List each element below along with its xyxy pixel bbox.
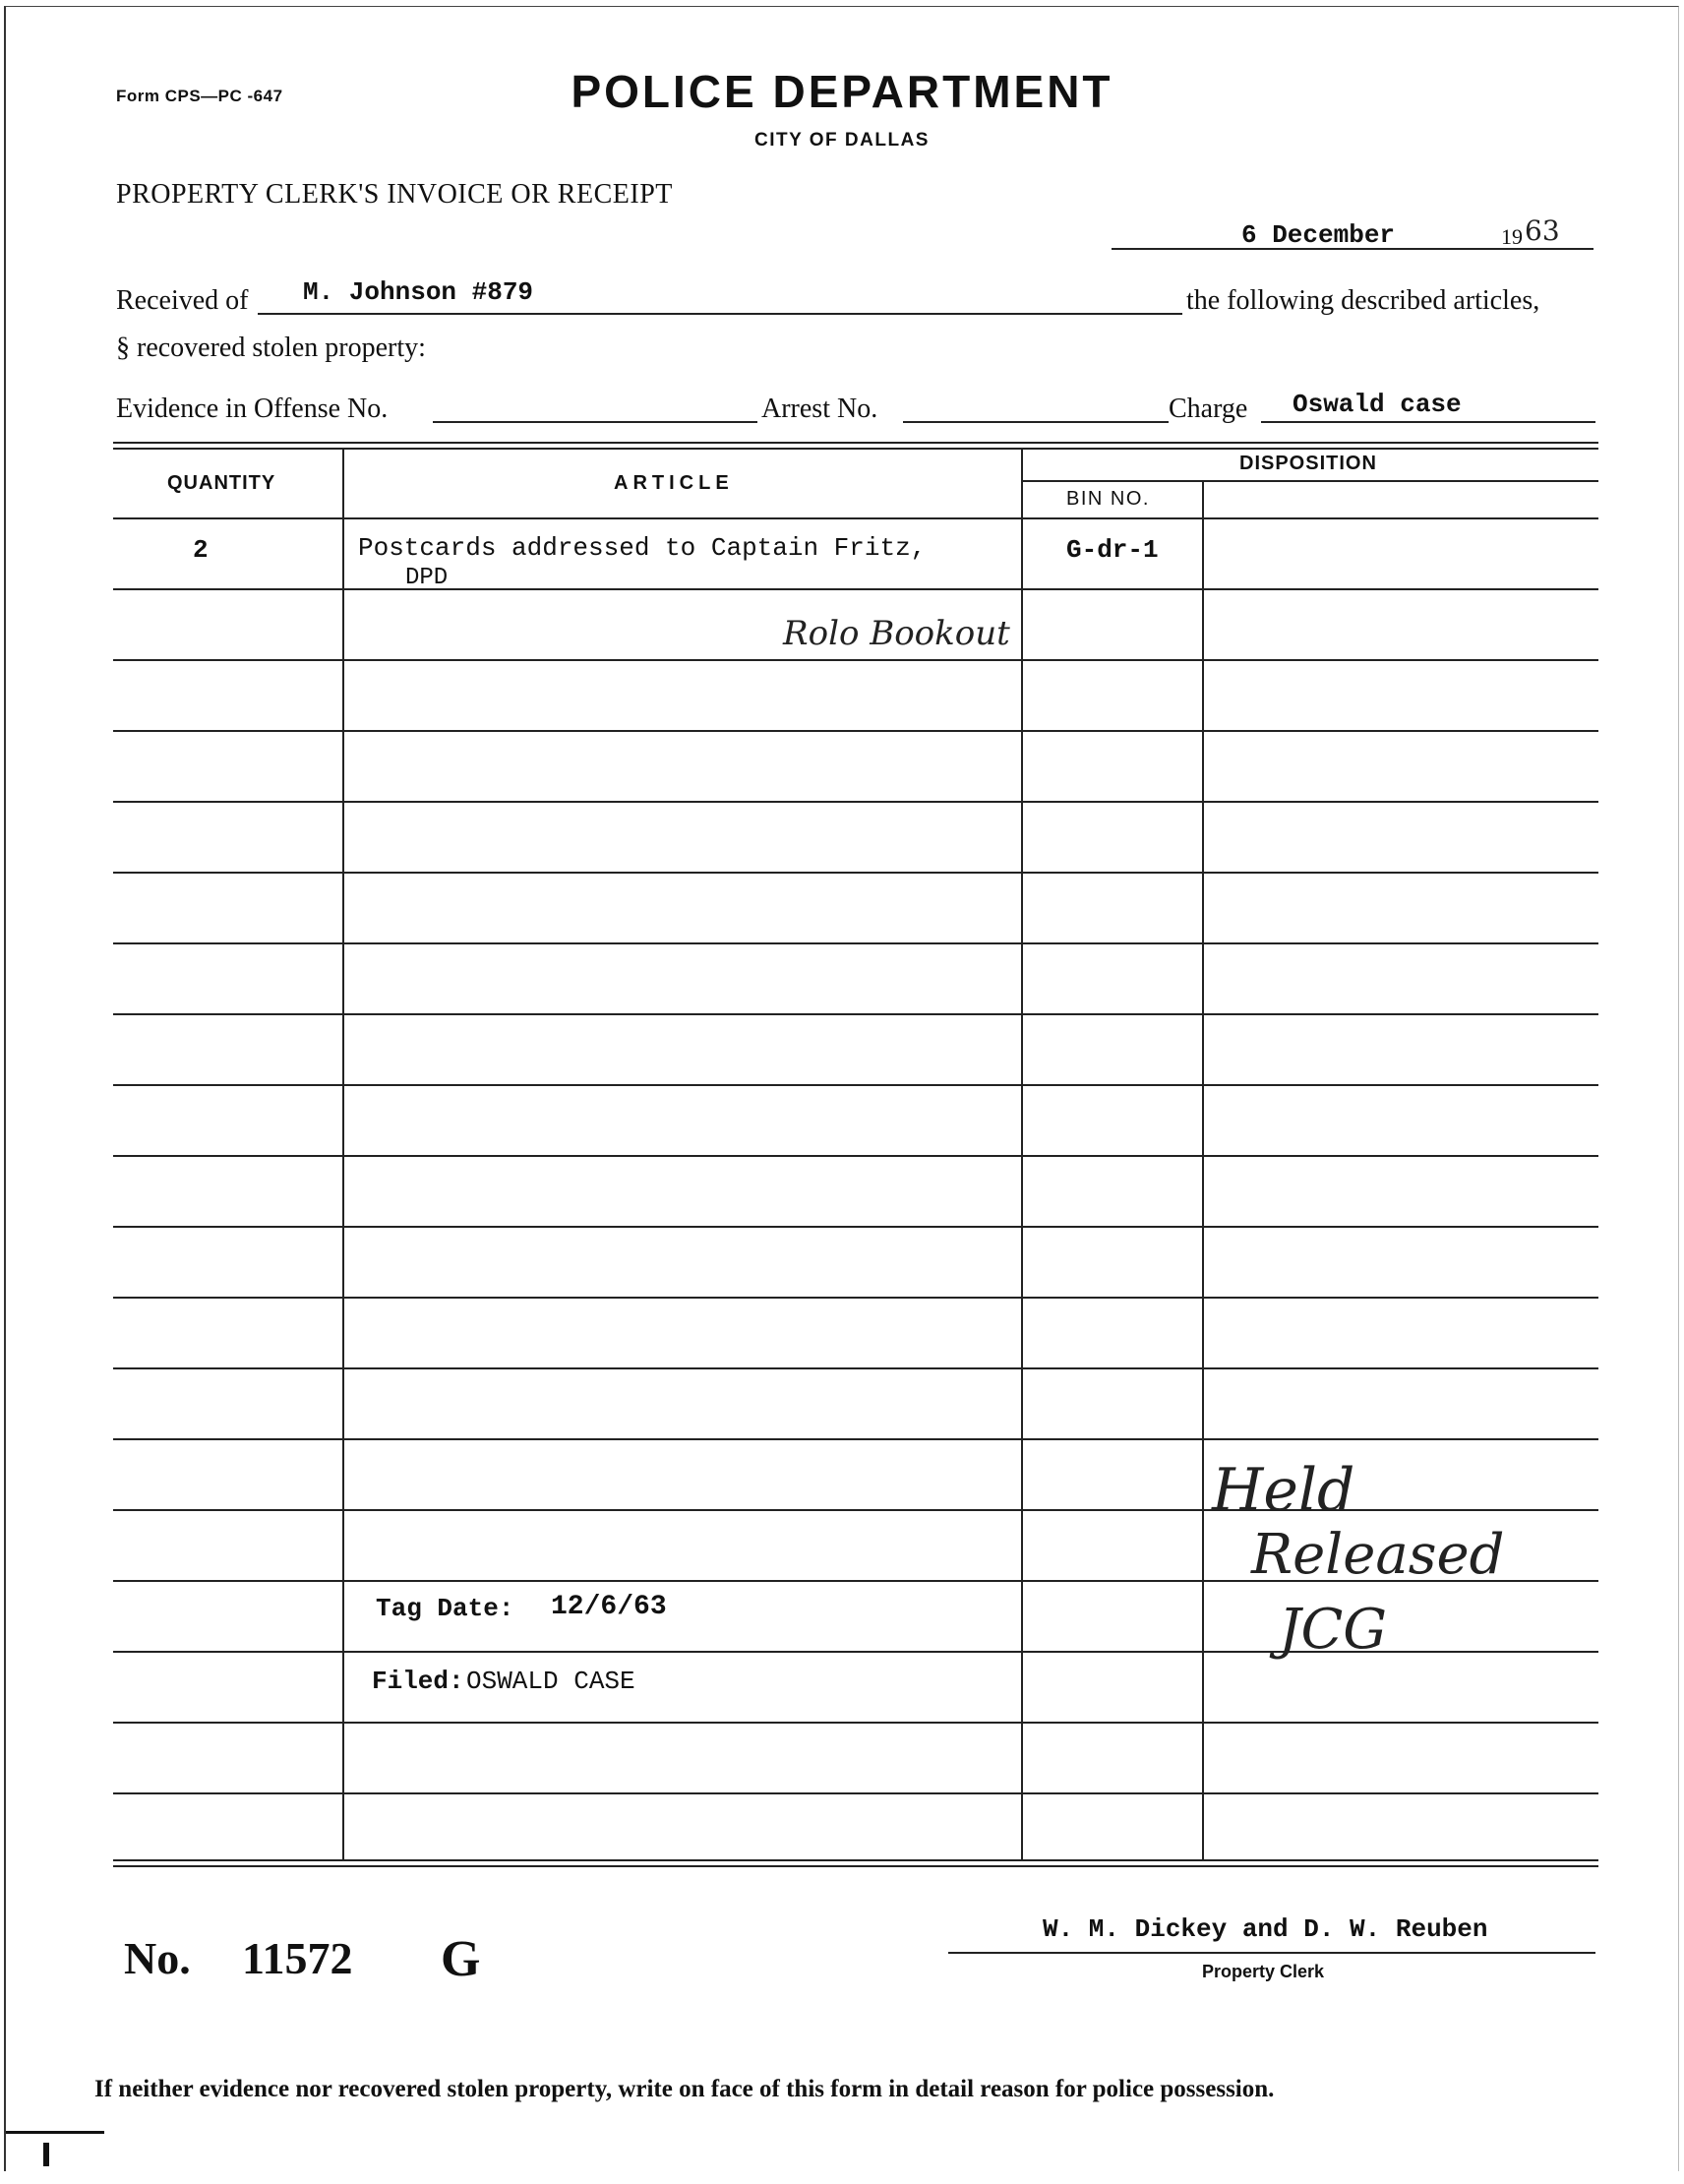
row-line (113, 801, 1598, 803)
form-title: PROPERTY CLERK'S INVOICE OR RECEIPT (116, 179, 673, 210)
row-line (113, 1792, 1598, 1794)
following-described-label: the following described articles, (1186, 285, 1540, 316)
row-line (113, 1509, 1598, 1511)
row-line (113, 1084, 1598, 1086)
property-clerk-names: W. M. Dickey and D. W. Reuben (1043, 1914, 1488, 1944)
charge-underline (1261, 421, 1595, 423)
row-line (113, 1438, 1598, 1440)
table-bottom-line-1 (113, 1859, 1598, 1861)
filed-label: Filed: (372, 1667, 464, 1696)
filed-value: OSWALD CASE (466, 1667, 635, 1696)
row1-article: Postcards addressed to Captain Fritz, (358, 533, 927, 563)
offense-no-label: Evidence in Offense No. (116, 394, 389, 424)
row-line (113, 517, 1598, 519)
city-name: CITY OF DALLAS (754, 130, 930, 151)
tag-date-label: Tag Date: (376, 1594, 514, 1623)
offense-no-underline (433, 421, 757, 423)
disposition-handwriting-released: Released (1251, 1523, 1505, 1587)
form-number: Form CPS—PC -647 (116, 87, 283, 105)
row-line (113, 730, 1598, 732)
row-line (113, 1013, 1598, 1015)
header-bin-no: BIN NO. (1066, 488, 1150, 510)
table-bottom-line-2 (113, 1865, 1598, 1867)
date-year: 63 (1525, 214, 1560, 247)
row-line (113, 942, 1598, 944)
row1-quantity: 2 (193, 535, 209, 565)
date-day-month: 6 December (1241, 220, 1396, 250)
row-line (113, 1722, 1598, 1724)
tag-date-value: 12/6/63 (551, 1592, 667, 1622)
received-of-label: Received of (116, 285, 249, 316)
row1-bin-no: G-dr-1 (1066, 535, 1159, 565)
charge-value: Oswald case (1293, 390, 1462, 419)
receipt-series: G (441, 1931, 481, 1987)
row-line (113, 659, 1598, 661)
header-quantity: QUANTITY (167, 472, 276, 494)
department-title: POLICE DEPARTMENT (571, 66, 1113, 117)
property-clerk-title: Property Clerk (1202, 1962, 1325, 1981)
disposition-handwriting-held: Held (1212, 1456, 1355, 1525)
receipt-number: 11572 (242, 1933, 353, 1983)
header-article: ARTICLE (614, 472, 734, 494)
recovered-stolen-label: § recovered stolen property: (116, 333, 426, 363)
received-of-value: M. Johnson #879 (303, 277, 534, 307)
row-line (113, 1155, 1598, 1157)
row1-article-continued: DPD (405, 565, 449, 591)
receipt-number-prefix: No. (124, 1933, 191, 1983)
arrest-no-underline (903, 421, 1169, 423)
charge-label: Charge (1169, 394, 1248, 424)
table-top-line-2 (113, 448, 1598, 450)
header-disposition: DISPOSITION (1239, 453, 1377, 474)
arrest-no-label: Arrest No. (761, 394, 878, 424)
table-top-line-1 (113, 442, 1598, 444)
corner-mark (43, 2143, 49, 2166)
row-line (113, 1297, 1598, 1299)
row-line (113, 588, 1598, 590)
corner-mark-line (6, 2131, 104, 2134)
disposition-subheader-line (1021, 480, 1598, 482)
disposition-handwriting-initials: JCG (1279, 1598, 1388, 1662)
footer-instruction: If neither evidence nor recovered stolen property, write on face of this form in detail reason for police possession. (94, 2076, 1275, 2102)
article-handwritten-signature: Rolo Bookout (783, 614, 1010, 653)
received-underline (258, 313, 1182, 315)
row-line (113, 1226, 1598, 1228)
row-line (113, 872, 1598, 874)
column-divider-bin (1202, 480, 1204, 1861)
date-century: 19 (1501, 224, 1523, 249)
page-border (4, 6, 1679, 2171)
clerk-signature-line (948, 1952, 1595, 1954)
row-line (113, 1367, 1598, 1369)
